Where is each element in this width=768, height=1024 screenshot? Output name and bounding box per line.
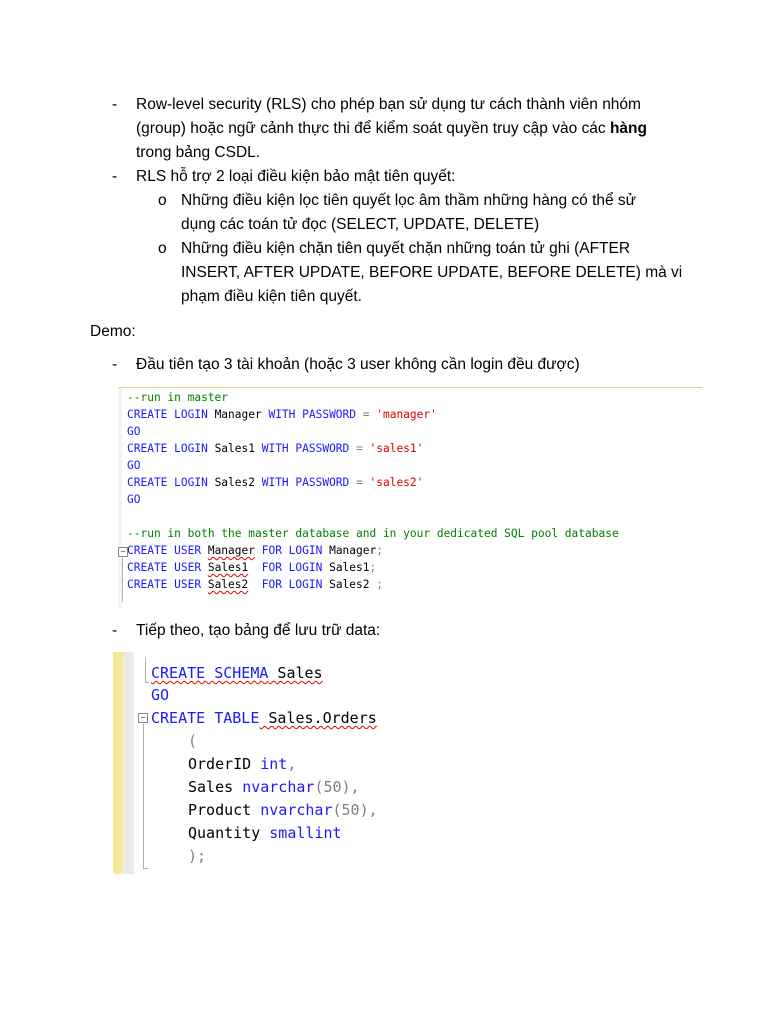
bullet-marker: - — [112, 96, 118, 113]
code-close-paren: ); — [188, 847, 207, 865]
code-line-create-login — [127, 406, 437, 423]
code-keyword: CREATE LOGIN — [127, 442, 208, 455]
code-identifier-squiggle: Sales2 — [207, 578, 249, 591]
code-keyword: CREATE USER — [127, 544, 208, 557]
column-name: Sales — [188, 778, 243, 796]
code-keyword: CREATE USER — [127, 561, 208, 574]
column-name: Quantity — [188, 824, 270, 842]
code-operator: = — [349, 442, 370, 455]
code-keyword: WITH PASSWORD — [261, 476, 350, 489]
code-column-def — [188, 822, 342, 844]
code-column-def — [188, 799, 378, 821]
bullet-marker: - — [112, 356, 118, 373]
code-semicolon: ; — [376, 578, 383, 591]
code-string: 'sales1' — [369, 442, 424, 455]
code-identifier: Manager — [322, 544, 377, 557]
code-keyword: CREATE USER — [127, 578, 208, 591]
sub-bullet-marker: o — [158, 240, 167, 257]
collapse-icon[interactable]: − — [138, 713, 148, 723]
code-go: GO — [127, 493, 141, 506]
code-identifier: Sales2 — [322, 578, 377, 591]
code-string: 'sales2' — [369, 476, 424, 489]
fold-guide-tick — [145, 682, 149, 683]
code-comment: --run in master — [127, 391, 229, 404]
code-keyword-squiggle: CREATE SCHEMA — [151, 664, 269, 682]
fold-guide-line — [122, 558, 123, 602]
editor-change-margin — [113, 652, 123, 874]
step1-text: Đầu tiên tạo 3 tài khoản (hoặc 3 user không cần login đều được) — [136, 356, 580, 373]
sub-bullet-marker: o — [158, 192, 167, 209]
column-type: smallint — [269, 824, 342, 842]
bullet-marker: - — [112, 168, 118, 185]
code-go: GO — [127, 459, 141, 472]
code-line-create-user — [127, 559, 376, 576]
code-block-create-table — [113, 652, 413, 874]
code-line-create-schema — [151, 662, 323, 684]
code-identifier-squiggle: Sales1 — [207, 561, 249, 574]
text-line: dụng các toán tử đọc (SELECT, UPDATE, DELETE) — [181, 216, 540, 233]
collapse-icon[interactable]: − — [118, 547, 128, 557]
code-comment: --run in both the master database and in your dedicated SQL pool database — [127, 527, 619, 540]
code-keyword: WITH PASSWORD — [268, 408, 357, 421]
column-name: OrderID — [188, 755, 261, 773]
code-line-create-user — [127, 576, 383, 593]
code-keyword: CREATE TABLE — [151, 709, 260, 727]
text-line: phạm điều kiện tiên quyết. — [181, 288, 362, 305]
code-operator: = — [356, 408, 377, 421]
column-type: nvarchar — [242, 778, 315, 796]
step2-text: Tiếp theo, tạo bảng để lưu trữ data: — [136, 622, 381, 639]
rls-types-heading: RLS hỗ trợ 2 loại điều kiện bảo mật tiên quyết: — [136, 168, 456, 185]
bullet-marker: - — [112, 622, 118, 639]
code-line-create-login — [127, 474, 423, 491]
column-type: nvarchar — [260, 801, 333, 819]
code-identifier: Sales1 — [207, 442, 262, 455]
filter-predicate-item — [181, 189, 636, 237]
code-column-def — [188, 776, 360, 798]
code-line-create-table — [151, 707, 377, 729]
code-identifier: Sales1 — [322, 561, 370, 574]
code-identifier: Manager — [207, 408, 269, 421]
fold-guide-line — [143, 724, 144, 868]
code-line-create-login — [127, 440, 423, 457]
code-go: GO — [127, 425, 141, 438]
code-keyword: CREATE LOGIN — [127, 408, 208, 421]
code-keyword: CREATE LOGIN — [127, 476, 208, 489]
code-go: GO — [151, 686, 170, 704]
column-tail: , — [287, 755, 297, 773]
fold-guide-line — [145, 658, 146, 682]
text-line: Những điều kiện chặn tiên quyết chặn những toán tử ghi (AFTER — [181, 240, 631, 257]
text-line: Row-level security (RLS) cho phép bạn sử dụng tư cách thành viên nhóm — [136, 96, 641, 113]
code-keyword: FOR LOGIN — [248, 578, 323, 591]
code-open-paren: ( — [188, 732, 198, 750]
code-string: 'manager' — [376, 408, 437, 421]
code-identifier: Sales2 — [207, 476, 262, 489]
column-tail: (50), — [314, 778, 360, 796]
column-tail: (50), — [332, 801, 378, 819]
code-identifier-squiggle: Manager — [207, 544, 255, 557]
fold-guide-tick — [143, 868, 148, 869]
demo-label: Demo: — [90, 323, 136, 340]
code-keyword: WITH PASSWORD — [261, 442, 350, 455]
column-name: Product — [188, 801, 261, 819]
code-operator: = — [349, 476, 370, 489]
editor-gutter — [123, 652, 134, 874]
text-line: trong bảng CSDL. — [136, 144, 261, 161]
code-semicolon: ; — [376, 544, 383, 557]
rls-description-paragraph — [136, 93, 647, 165]
bold-word: hàng — [609, 120, 647, 137]
text-fragment: (group) hoặc ngữ cảnh thực thi để kiểm soát quyền truy cập vào các — [136, 120, 610, 137]
code-semicolon: ; — [369, 561, 377, 574]
code-identifier-squiggle: Sales.Orders — [259, 709, 377, 727]
code-keyword: FOR LOGIN — [248, 561, 323, 574]
text-line: Những điều kiện lọc tiên quyết lọc âm thầm những hàng có thể sử — [181, 192, 637, 209]
text-line-with-bold — [136, 117, 647, 141]
code-identifier-squiggle: Sales — [268, 664, 323, 682]
column-type: int — [260, 755, 288, 773]
text-line: INSERT, AFTER UPDATE, BEFORE UPDATE, BEFORE DELETE) mà vi — [181, 264, 683, 281]
code-line-create-user — [127, 542, 383, 559]
block-predicate-item — [181, 237, 682, 309]
code-block-create-logins — [118, 387, 702, 608]
code-column-def — [188, 753, 296, 775]
code-keyword: FOR LOGIN — [254, 544, 323, 557]
